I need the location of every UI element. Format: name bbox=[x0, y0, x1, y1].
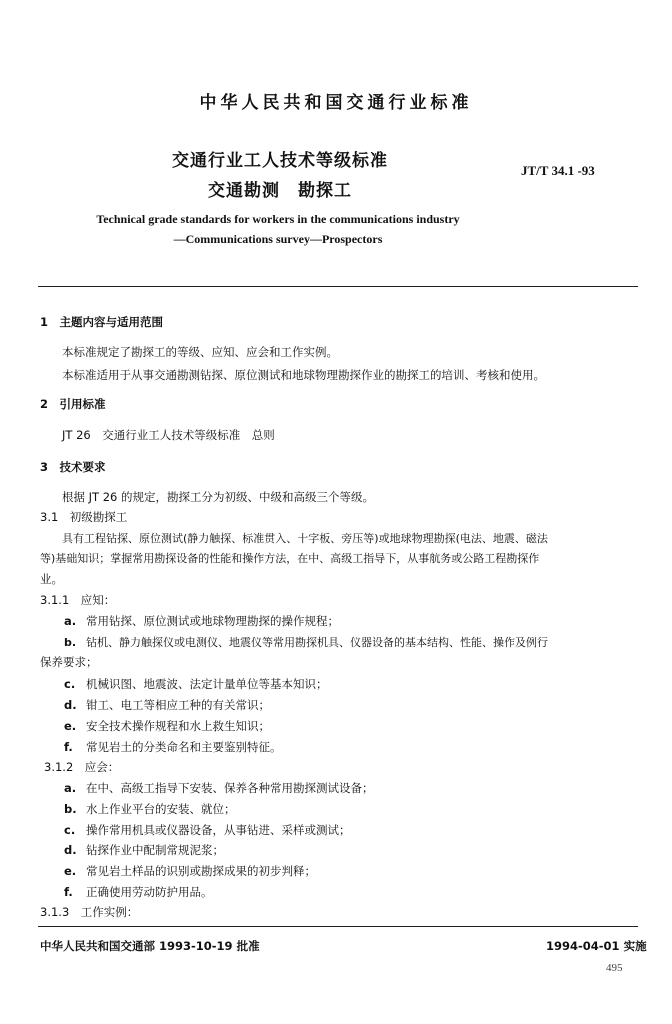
list-item bbox=[64, 801, 236, 817]
section-1-paragraph-1: 本标准规定了勘探工的等级、应知、应会和工作实例。 bbox=[62, 345, 338, 359]
standard-header: 中华人民共和国交通行业标准 bbox=[199, 93, 473, 113]
list-text: 常用钻探、原位测试或地球物理勘探的操作规程； bbox=[86, 614, 339, 628]
english-title-line2: —Communications survey—Prospectors bbox=[173, 232, 383, 246]
list-text: 正确使用劳动防护用品。 bbox=[86, 885, 213, 899]
header-divider bbox=[38, 286, 638, 287]
list-marker: e. bbox=[64, 864, 77, 878]
list-marker: d. bbox=[64, 698, 77, 712]
english-title-line1: Technical grade standards for workers in the communications industry bbox=[96, 212, 460, 226]
list-item bbox=[64, 676, 328, 692]
list-item bbox=[64, 613, 339, 629]
subtitle-part-a: 交通勘测 bbox=[208, 181, 280, 201]
list-marker: b. bbox=[64, 636, 77, 649]
list-text: 钻机、静力触探仪或电测仪、地震仪等常用勘探机具、仪器设备的基本结构、性能、操作及例行 bbox=[86, 636, 548, 649]
list-text: 机械识图、地震波、法定计量单位等基本知识； bbox=[86, 677, 328, 691]
section-3-paragraph-1: 根据 JT 26 的规定，勘探工分为初级、中级和高级三个等级。 bbox=[62, 490, 375, 504]
section-3-heading: 3 技术要求 bbox=[40, 460, 106, 474]
list-item bbox=[64, 822, 351, 838]
list-marker: a. bbox=[64, 781, 77, 795]
list-marker: d. bbox=[64, 843, 77, 857]
list-text: 钳工、电工等相应工种的有关常识； bbox=[86, 698, 270, 712]
list-item bbox=[64, 739, 282, 755]
list-text: 常见岩土的分类命名和主要鉴别特征。 bbox=[86, 740, 282, 754]
list-marker: f. bbox=[64, 740, 73, 754]
section-2-paragraph-1: JT 26 交通行业工人技术等级标准 总则 bbox=[62, 428, 275, 442]
list-text: 钻探作业中配制常规泥浆； bbox=[86, 843, 224, 857]
list-item bbox=[64, 697, 270, 713]
standard-code: JT/T 34.1 -93 bbox=[521, 163, 595, 178]
subtitle-part-b: 勘探工 bbox=[298, 181, 352, 201]
list-text: 常见岩土样品的识别或勘探成果的初步判释； bbox=[86, 864, 316, 878]
list-item bbox=[64, 780, 374, 796]
list-marker: c. bbox=[64, 823, 76, 837]
list-item bbox=[64, 863, 316, 879]
subsection-3-1-heading: 3.1 初级勘探工 bbox=[40, 510, 128, 524]
list-marker: c. bbox=[64, 677, 76, 691]
section-2-heading: 2 引用标准 bbox=[40, 397, 106, 411]
list-text: 水上作业平台的安装、就位； bbox=[86, 802, 236, 816]
approval-date: 中华人民共和国交通部 1993-10-19 批准 bbox=[40, 939, 260, 953]
footer-divider bbox=[38, 926, 638, 927]
subsection-3-1-line-3: 业。 bbox=[40, 572, 63, 586]
section-1-paragraph-2: 本标准适用于从事交通勘测钻探、原位测试和地球物理勘探作业的勘探工的培训、考核和使用。 bbox=[62, 368, 545, 382]
list-item bbox=[64, 884, 213, 900]
list-text: 安全技术操作规程和水上救生知识； bbox=[86, 719, 270, 733]
list-text: 操作常用机具或仪器设备，从事钻进、采样或测试； bbox=[86, 823, 351, 837]
subsection-3-1-line-2: 等)基础知识；掌握常用勘探设备的性能和操作方法，在中、高级工指导下，从事航务或公路工程勘探作 bbox=[40, 552, 540, 565]
document-subtitle bbox=[0, 176, 560, 201]
subsection-3-1-2-heading: 3.1.2 应会： bbox=[44, 760, 120, 774]
list-text: 在中、高级工指导下安装、保养各种常用勘探测试设备； bbox=[86, 781, 374, 795]
list-marker: e. bbox=[64, 719, 77, 733]
list-item bbox=[64, 842, 224, 858]
subsection-3-1-1-heading: 3.1.1 应知： bbox=[40, 593, 116, 607]
list-item bbox=[64, 634, 548, 650]
document-title: 交通行业工人技术等级标准 bbox=[172, 151, 388, 171]
subsection-3-1-line-1: 具有工程钻探、原位测试(静力触探、标准贯入、十字板、旁压等)或地球物理勘探(电法、地震、磁法 bbox=[62, 532, 548, 545]
list-marker: a. bbox=[64, 614, 77, 628]
section-1-heading: 1 主题内容与适用范围 bbox=[40, 315, 164, 329]
list-item bbox=[64, 718, 270, 734]
effective-date: 1994-04-01 实施 bbox=[546, 939, 647, 953]
page-number: 495 bbox=[606, 962, 623, 974]
list-marker: b. bbox=[64, 802, 77, 816]
list-marker: f. bbox=[64, 885, 73, 899]
subsection-3-1-3-heading: 3.1.3 工作实例： bbox=[40, 905, 139, 919]
list-item-continuation: 保养要求； bbox=[40, 655, 98, 669]
